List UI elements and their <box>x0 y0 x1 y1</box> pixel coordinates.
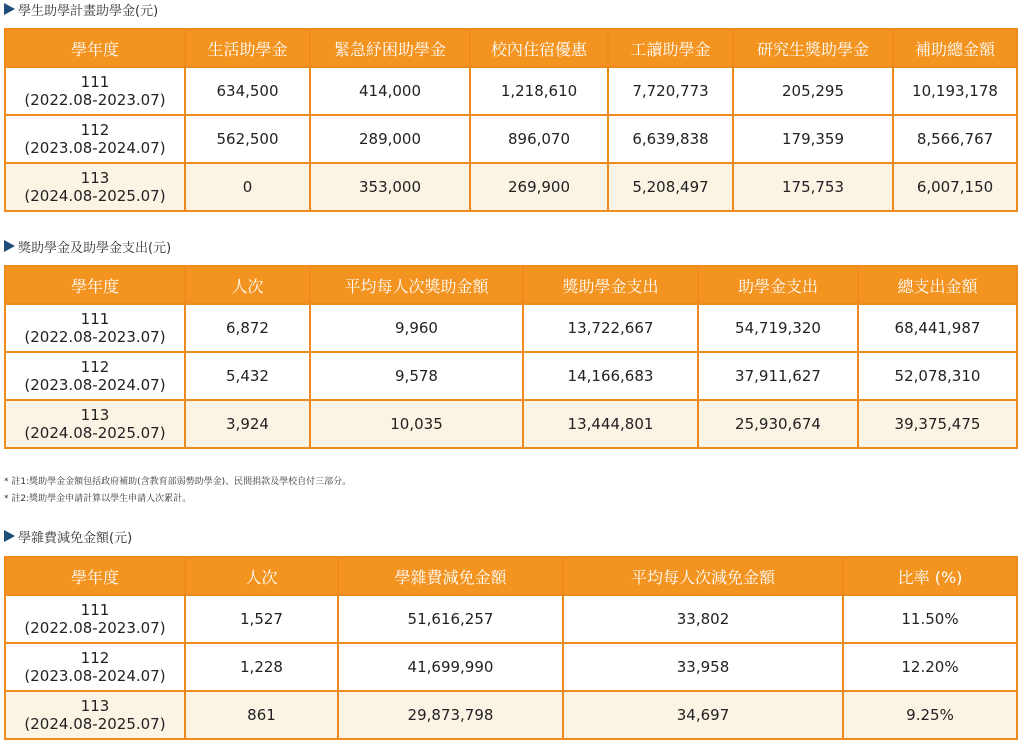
year-cell <box>5 163 185 211</box>
value-cell: 205,295 <box>733 67 893 115</box>
year-number: 111 <box>80 73 110 91</box>
year-cell <box>5 400 185 448</box>
value-cell: 11.50% <box>843 595 1017 643</box>
table-row <box>5 352 1017 400</box>
year-cell <box>5 67 185 115</box>
value-cell: 1,527 <box>185 595 338 643</box>
section-title-text: 獎助學金及助學金支出(元) <box>18 240 172 256</box>
value-cell: 175,753 <box>733 163 893 211</box>
value-cell: 289,000 <box>310 115 470 163</box>
tuition-waiver-table <box>4 556 1018 740</box>
value-cell: 37,911,627 <box>698 352 858 400</box>
value-cell: 9,578 <box>310 352 523 400</box>
year-number: 112 <box>80 358 110 376</box>
triangle-bullet-icon <box>4 530 15 542</box>
header-cell: 比率 (%) <box>843 557 1017 595</box>
year-cell <box>5 691 185 739</box>
header-cell: 補助總金額 <box>893 29 1017 67</box>
value-cell: 269,900 <box>470 163 608 211</box>
header-cell: 平均每人次獎助金額 <box>310 266 523 304</box>
year-number: 111 <box>80 601 110 619</box>
value-cell: 13,444,801 <box>523 400 698 448</box>
header-cell: 學年度 <box>5 29 185 67</box>
table-row <box>5 115 1017 163</box>
table-row <box>5 67 1017 115</box>
table-row <box>5 595 1017 643</box>
year-number: 113 <box>80 169 110 187</box>
year-number: 111 <box>80 310 110 328</box>
header-cell: 獎助學金支出 <box>523 266 698 304</box>
table-row <box>5 400 1017 448</box>
value-cell: 1,228 <box>185 643 338 691</box>
value-cell: 353,000 <box>310 163 470 211</box>
year-number: 112 <box>80 649 110 667</box>
table-header-row <box>5 557 1017 595</box>
header-cell: 助學金支出 <box>698 266 858 304</box>
section-title-text: 學生助學計畫助學金(元) <box>18 3 159 19</box>
year-range: (2023.08-2024.07) <box>24 139 166 157</box>
header-cell: 校內住宿優惠 <box>470 29 608 67</box>
header-cell: 研究生獎助學金 <box>733 29 893 67</box>
value-cell: 3,924 <box>185 400 310 448</box>
triangle-bullet-icon <box>4 3 15 15</box>
footnote-1: * 註1:獎助學金金額包括政府補助(含教育部弱勢助學金)、民間捐款及學校自付三部分。 <box>4 477 352 487</box>
value-cell: 25,930,674 <box>698 400 858 448</box>
value-cell: 54,719,320 <box>698 304 858 352</box>
header-cell: 學年度 <box>5 557 185 595</box>
year-cell <box>5 352 185 400</box>
header-cell: 學年度 <box>5 266 185 304</box>
triangle-bullet-icon <box>4 240 15 252</box>
year-cell <box>5 595 185 643</box>
table-row <box>5 691 1017 739</box>
value-cell: 414,000 <box>310 67 470 115</box>
year-range: (2024.08-2025.07) <box>24 424 166 442</box>
value-cell: 1,218,610 <box>470 67 608 115</box>
header-cell: 人次 <box>185 557 338 595</box>
table-header-row <box>5 266 1017 304</box>
value-cell: 29,873,798 <box>338 691 563 739</box>
header-cell: 生活助學金 <box>185 29 310 67</box>
table-header-row <box>5 29 1017 67</box>
value-cell: 34,697 <box>563 691 843 739</box>
year-range: (2024.08-2025.07) <box>24 187 166 205</box>
value-cell: 0 <box>185 163 310 211</box>
value-cell: 861 <box>185 691 338 739</box>
year-range: (2023.08-2024.07) <box>24 376 166 394</box>
year-range: (2023.08-2024.07) <box>24 667 166 685</box>
value-cell: 562,500 <box>185 115 310 163</box>
year-range: (2022.08-2023.07) <box>24 91 166 109</box>
section-title-grant-program <box>4 0 158 18</box>
section-title-tuition-waiver <box>4 527 132 545</box>
value-cell: 6,639,838 <box>608 115 733 163</box>
value-cell: 7,720,773 <box>608 67 733 115</box>
header-cell: 總支出金額 <box>858 266 1017 304</box>
value-cell: 6,007,150 <box>893 163 1017 211</box>
value-cell: 68,441,987 <box>858 304 1017 352</box>
value-cell: 10,035 <box>310 400 523 448</box>
scholarship-expenditure-table <box>4 265 1018 449</box>
year-cell <box>5 115 185 163</box>
value-cell: 896,070 <box>470 115 608 163</box>
year-number: 113 <box>80 406 110 424</box>
header-cell: 工讀助學金 <box>608 29 733 67</box>
value-cell: 5,208,497 <box>608 163 733 211</box>
value-cell: 10,193,178 <box>893 67 1017 115</box>
value-cell: 13,722,667 <box>523 304 698 352</box>
grant-program-table <box>4 28 1018 212</box>
year-range: (2022.08-2023.07) <box>24 328 166 346</box>
value-cell: 52,078,310 <box>858 352 1017 400</box>
footnote-2: * 註2:獎助學金申請計算以學生申請人次累計。 <box>4 494 192 504</box>
value-cell: 179,359 <box>733 115 893 163</box>
year-range: (2024.08-2025.07) <box>24 715 166 733</box>
year-cell <box>5 643 185 691</box>
value-cell: 9.25% <box>843 691 1017 739</box>
table-row <box>5 643 1017 691</box>
year-cell <box>5 304 185 352</box>
value-cell: 41,699,990 <box>338 643 563 691</box>
year-number: 112 <box>80 121 110 139</box>
year-number: 113 <box>80 697 110 715</box>
section-title-text: 學雜費減免金額(元) <box>18 530 133 546</box>
value-cell: 33,802 <box>563 595 843 643</box>
value-cell: 6,872 <box>185 304 310 352</box>
value-cell: 33,958 <box>563 643 843 691</box>
header-cell: 平均每人次減免金額 <box>563 557 843 595</box>
section-title-scholarship-expenditure <box>4 237 171 255</box>
header-cell: 緊急紓困助學金 <box>310 29 470 67</box>
value-cell: 51,616,257 <box>338 595 563 643</box>
header-cell: 人次 <box>185 266 310 304</box>
header-cell: 學雜費減免金額 <box>338 557 563 595</box>
value-cell: 12.20% <box>843 643 1017 691</box>
value-cell: 634,500 <box>185 67 310 115</box>
value-cell: 8,566,767 <box>893 115 1017 163</box>
value-cell: 5,432 <box>185 352 310 400</box>
table-row <box>5 304 1017 352</box>
table-row <box>5 163 1017 211</box>
value-cell: 14,166,683 <box>523 352 698 400</box>
value-cell: 9,960 <box>310 304 523 352</box>
value-cell: 39,375,475 <box>858 400 1017 448</box>
year-range: (2022.08-2023.07) <box>24 619 166 637</box>
